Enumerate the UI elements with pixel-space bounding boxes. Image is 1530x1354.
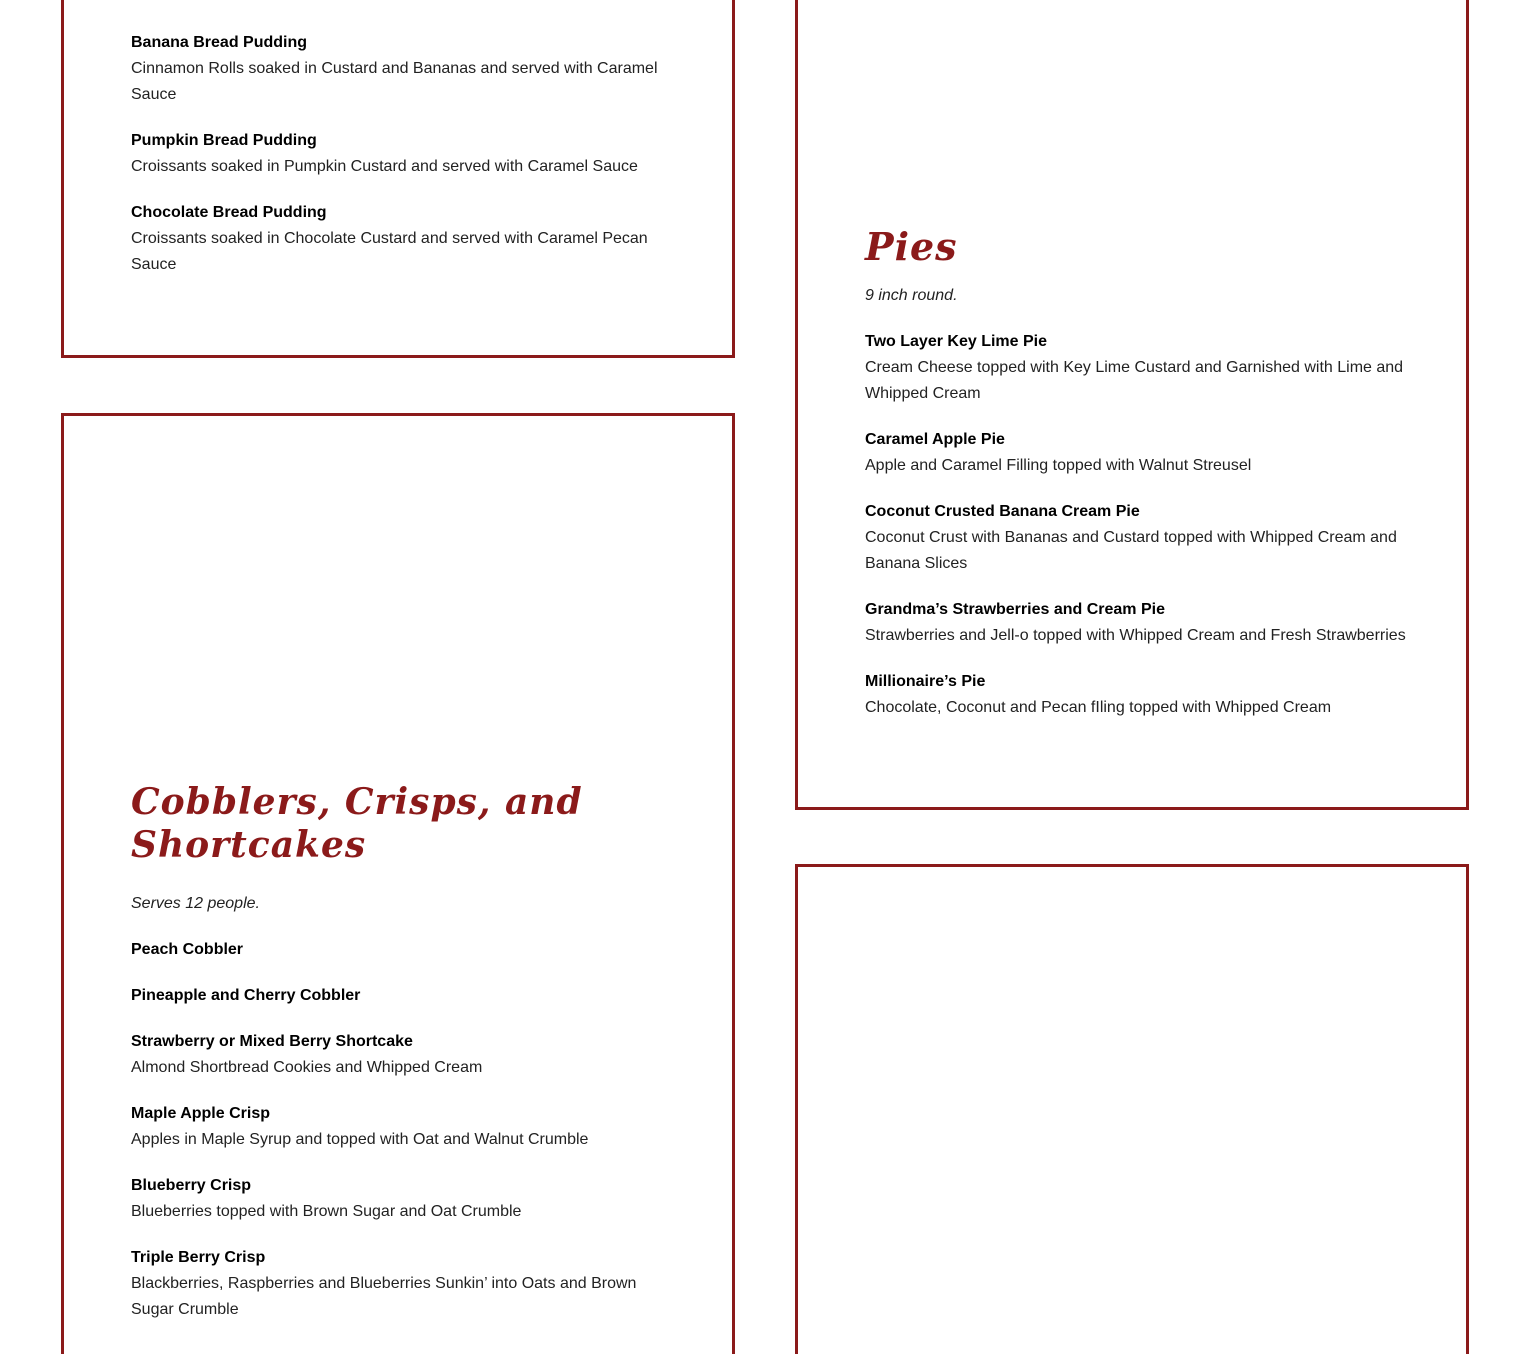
item-name: Millionaire’s Pie <box>865 673 986 690</box>
item-name: Two Layer Key Lime Pie <box>865 333 1047 350</box>
item-description: Blueberries topped with Brown Sugar and Oat Crumble <box>131 1203 522 1220</box>
item-name: Triple Berry Crisp <box>131 1249 266 1266</box>
item-description: Almond Shortbread Cookies and Whipped Cream <box>131 1059 483 1076</box>
pies-content <box>865 224 1406 721</box>
item-description: Croissants soaked in Pumpkin Custard and served with Caramel Sauce <box>131 158 638 175</box>
item-description: Strawberries and Jell-o topped with Whipped Cream and Fresh Strawberries <box>865 627 1406 644</box>
item-name: Maple Apple Crisp <box>131 1105 270 1122</box>
menu-item <box>131 1173 672 1225</box>
item-name: Grandma’s Strawberries and Cream Pie <box>865 601 1165 618</box>
item-name: Pumpkin Bread Pudding <box>131 132 317 149</box>
menu-item <box>131 1101 672 1153</box>
menu-item <box>865 669 1406 721</box>
menu-item <box>131 1245 672 1323</box>
pies-card <box>795 0 1469 810</box>
menu-item <box>865 499 1406 577</box>
menu-item <box>131 937 672 963</box>
item-name: Chocolate Bread Pudding <box>131 204 327 221</box>
item-name: Strawberry or Mixed Berry Shortcake <box>131 1033 413 1050</box>
menu-item <box>865 597 1406 649</box>
item-description: Cream Cheese topped with Key Lime Custard and Garnished with Lime and Whipped Cream <box>865 359 1404 402</box>
item-description: Croissants soaked in Chocolate Custard and served with Caramel Pecan Sauce <box>131 230 648 273</box>
menu-item <box>131 128 672 180</box>
bread-pudding-list <box>131 30 672 278</box>
bread-pudding-card <box>61 0 735 358</box>
menu-item <box>865 427 1406 479</box>
next-section-card <box>795 864 1469 1354</box>
cobblers-card <box>61 413 735 1354</box>
cobblers-content <box>131 781 672 1323</box>
menu-item <box>131 200 672 278</box>
menu-item <box>131 1029 672 1081</box>
menu-item <box>131 30 672 108</box>
item-description: Coconut Crust with Bananas and Custard topped with Whipped Cream and Banana Slices <box>865 529 1397 572</box>
section-title: Cobblers, Crisps, and Shortcakes <box>131 781 583 866</box>
section-note: 9 inch round. <box>865 287 958 304</box>
item-description: Chocolate, Coconut and Pecan fIling topped with Whipped Cream <box>865 699 1332 716</box>
item-description: Apples in Maple Syrup and topped with Oat and Walnut Crumble <box>131 1131 589 1148</box>
item-name: Peach Cobbler <box>131 941 244 958</box>
item-name: Pineapple and Cherry Cobbler <box>131 987 361 1004</box>
item-name: Banana Bread Pudding <box>131 34 308 51</box>
item-name: Caramel Apple Pie <box>865 431 1005 448</box>
menu-item <box>865 329 1406 407</box>
section-note: Serves 12 people. <box>131 895 260 912</box>
section-title: Pies <box>865 224 958 269</box>
item-name: Coconut Crusted Banana Cream Pie <box>865 503 1140 520</box>
item-name: Blueberry Crisp <box>131 1177 252 1194</box>
item-description: Blackberries, Raspberries and Blueberries Sunkin’ into Oats and Brown Sugar Crumble <box>131 1275 637 1318</box>
item-description: Apple and Caramel Filling topped with Walnut Streusel <box>865 457 1252 474</box>
menu-item <box>131 983 672 1009</box>
item-description: Cinnamon Rolls soaked in Custard and Bananas and served with Caramel Sauce <box>131 60 658 103</box>
